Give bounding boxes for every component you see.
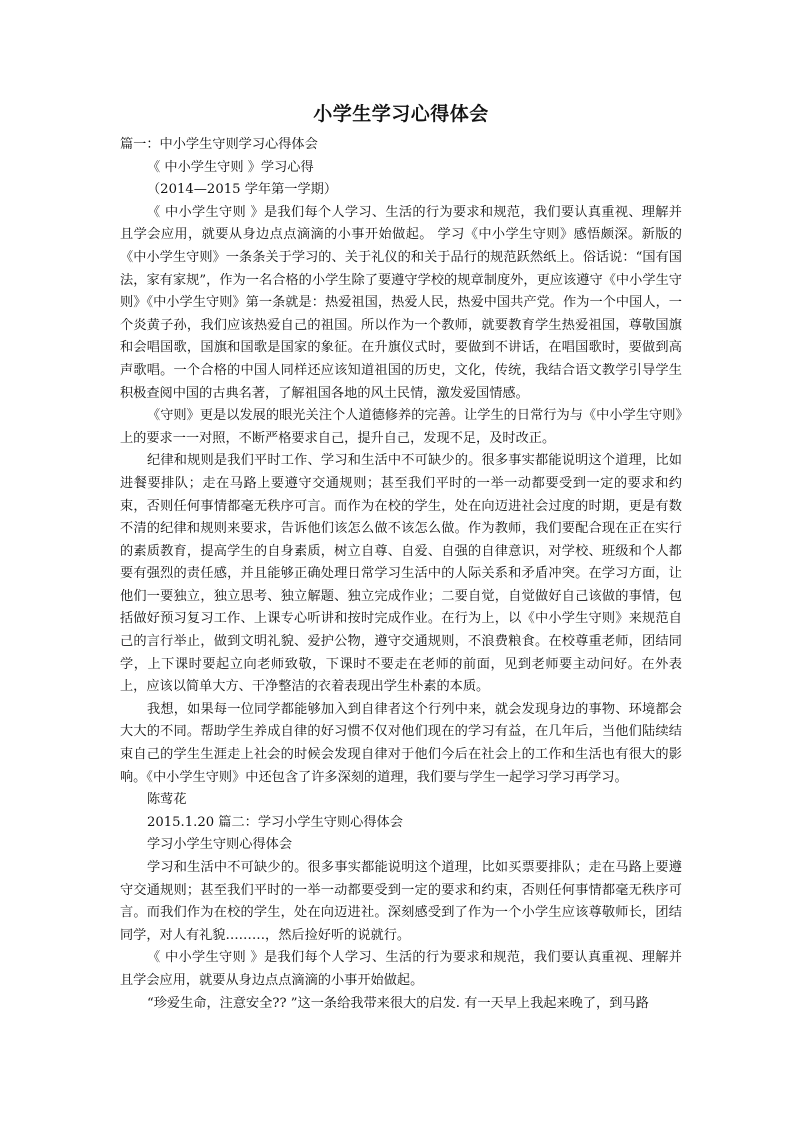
paragraph: “珍爱生命，注意安全?? ”这一条给我带来很大的启发. 有一天早上我起来晚了，到马路 [147, 995, 649, 1011]
paragraph: 《 中小学生守则 》是我们每个人学习、生活的行为要求和规范，我们要认真重视、理解并且学会应用，就要从身边点点滴滴的小事开始做起。 [120, 950, 682, 988]
paragraph: 《 中小学生守则 》学习心得 [147, 159, 314, 175]
document-title: 小学生学习心得体会 [313, 103, 489, 125]
paragraph: 学习和生活中不可缺少的。很多事实都能说明这个道理，比如买票要排队；走在马路上要遵守交通规则；甚至我们平时的一举一动都要受到一定的要求和约束，否则任何事情都毫无秩序可言。而我们作为在校的学生，处在向迈进社。深刻感受到了作为一个小学生应该尊敬师长，团结同学，对人有礼貌………，然后捡好听的说就行。 [120, 860, 682, 943]
document-page [120, 100, 682, 1015]
paragraph: 《 中小学生守则 》是我们每个人学习、生活的行为要求和规范，我们要认真重视、理解并且学会应用，就要从身边点点滴滴的小事开始做起。 学习《中小学生守则》感悟颇深。新版的《中小学生守则》一条条关于学习的、关于礼仪的和关于品行的规范跃然纸上。俗话说：“国有国法，家有家规”，作为一名合格的小学生除了要遵守学校的规章制度外，更应该遵守《中小学生守则》《中小学生守则》第一条就是：热爱祖国，热爱人民，热爱中国共产党。作为一个中国人，一个炎黄子孙，我们应该热爱自己的祖国。所以作为一个教师，就要教育学生热爱祖国，尊敬国旗和会唱国歌，国旗和国歌是国家的象征。在升旗仪式时，要做到不讲话，在唱国歌时，要做到高声歌唱。一个合格的中国人同样还应该知道祖国的历史，文化，传统，我结合语文教学引导学生积极查阅中国的古典名著，了解祖国各地的风土民情，激发爱国情感。 [120, 204, 682, 401]
paragraph: 篇一：中小学生守则学习心得体会 [120, 137, 318, 152]
paragraph: 2015.1.20 篇二：学习小学生守则心得体会 [147, 814, 403, 830]
paragraph: 学习小学生守则心得体会 [147, 837, 293, 853]
paragraph: 《守则》更是以发展的眼光关注个人道德修养的完善。让学生的日常行为与《中小学生守则》上的要求一一对照，不断严格要求自己，提升自己，发现不足，及时改正。 [120, 408, 682, 446]
paragraph: 陈莺花 [147, 792, 187, 808]
document-body [120, 134, 682, 1015]
paragraph: 我想，如果每一位同学都能够加入到自律者这个行列中来，就会发现身边的事物、环境都会大大的不同。帮助学生养成自律的好习惯不仅对他们现在的学习有益，在几年后，当他们陆续结束自己的学生生涯走上社会的时候会发现自律对于他们今后在社会上的工作和生活也有很大的影响。《中小学生守则》中还包含了许多深刻的道理，我们要与学生一起学习学习再学习。 [120, 701, 682, 785]
paragraph: （2014—2015 学年第一学期） [147, 182, 338, 198]
paragraph: 纪律和规则是我们平时工作、学习和生活中不可缺少的。很多事实都能说明这个道理，比如进餐要排队；走在马路上要遵守交通规则；甚至我们平时的一举一动都要受到一定的要求和约束，否则任何事情都毫无秩序可言。而作为在校的学生，处在向迈进社会过度的时期，更是有数不清的纪律和规则来要求，告诉他们该怎么做不该怎么做。作为教师，我们要配合现在正在实行的素质教育，提高学生的自身素质，树立自尊、自爱、自强的自律意识，对学校、班级和个人都要有强烈的责任感，并且能够正确处理日常学习生活中的人际关系和矛盾冲突。在学习方面，让他们一要独立，独立思考、独立解题、独立完成作业；二要自觉，自觉做好自己该做的事情，包括做好预习复习工作、上课专心听讲和按时完成作业。在行为上，以《中小学生守则》来规范自己的言行举止，做到文明礼貌、爱护公物，遵守交通规则，不浪费粮食。在校尊重老师，团结同学，上下课时要起立向老师致敬，下课时不要走在老师的前面，见到老师要主动问好。在外表上，应该以简单大方、干净整洁的衣着表现出学生朴素的本质。 [120, 453, 682, 695]
